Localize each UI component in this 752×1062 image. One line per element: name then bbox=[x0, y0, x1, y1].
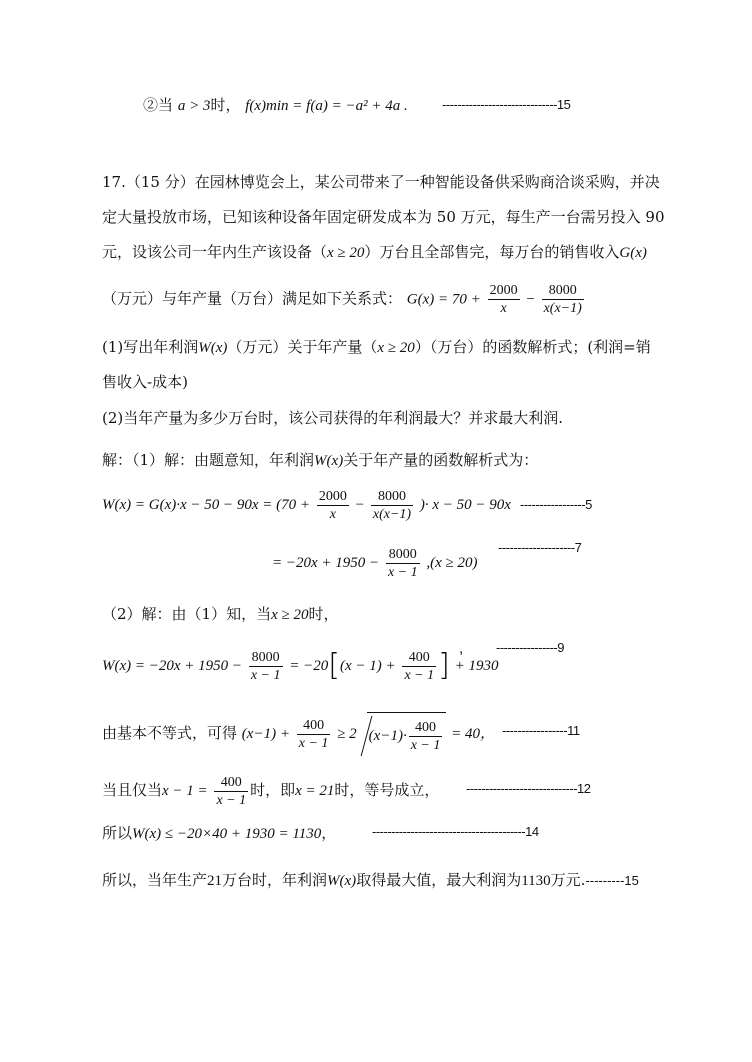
left-bracket: [ bbox=[328, 648, 340, 683]
final-answer-line: 所以，当年生产21万台时，年利润W(x)取得最大值，最大利润为1130万元.---------15 bbox=[102, 871, 639, 889]
fraction: $\frac{400}{x - 1}$ bbox=[404, 649, 435, 683]
fraction: $\frac{8000}{x(x-1)}$ bbox=[543, 283, 582, 316]
score-marker-14: ----------------------------------------14 bbox=[372, 824, 539, 839]
fraction: $\frac{8000}{x - 1}$ bbox=[387, 546, 418, 580]
solution-1-equation-2: = −20x + 1950 − $\frac{8000}{x - 1}$ ,(x ≥ 20) bbox=[272, 546, 478, 580]
solution-2-equation: W(x) = −20x + 1950 − $\frac{8000}{x - 1}$ = −20[(x − 1) + $\frac{400}{x - 1}$ ] + 1930 bbox=[102, 648, 499, 683]
problem-line-2: 定大量投放市场，已知该种设备年固定研发成本为 50 万元，每生产一台需另投入 90 bbox=[102, 208, 665, 226]
solution-1-intro: 解：（1）解：由题意知，年利润W(x)关于年产量的函数解析式为： bbox=[102, 451, 539, 469]
question-1-line-1: (1)写出年利润W(x)（万元）关于年产量（x ≥ 20）（万台）的函数解析式；(利润=销 bbox=[102, 338, 651, 356]
so-line: 所以W(x) ≤ −20×40 + 1930 = 1130， bbox=[102, 824, 337, 842]
fraction: $\frac{2000}{x}$ bbox=[318, 488, 347, 522]
question-1-line-2: 售收入-成本) bbox=[102, 373, 188, 391]
inequality-line: 由基本不等式，可得 (x−1) + $\frac{400}{x - 1}$ ≥ 2 (x−1)· $\frac{400}{x - 1}$ = 40， bbox=[102, 712, 672, 756]
fraction: $\frac{2000}{x}$ bbox=[489, 283, 518, 316]
score-marker-7: --------------------7 bbox=[498, 540, 582, 555]
score-marker-11: -----------------11 bbox=[502, 723, 580, 738]
score-marker-5: -----------------5 bbox=[520, 497, 592, 512]
solution-2-intro: （2）解：由（1）知，当x ≥ 20时， bbox=[102, 605, 339, 623]
equality-condition-line: 当且仅当x − 1 = $\frac{400}{x - 1}$ 时，即x = 21时，等号成立， bbox=[102, 774, 440, 808]
score-marker-9: ----------------9 bbox=[496, 640, 564, 655]
square-root: (x−1)· $\frac{400}{x - 1}$ bbox=[357, 712, 447, 756]
score-marker-15a: ------------------------------15 bbox=[442, 97, 571, 112]
fraction: $\frac{8000}{x - 1}$ bbox=[250, 649, 281, 683]
right-bracket: ] bbox=[438, 648, 450, 683]
comma-mark: , bbox=[459, 640, 463, 657]
fraction: $\frac{400}{x - 1}$ bbox=[298, 717, 329, 751]
fraction: $\frac{400}{x - 1}$ bbox=[410, 719, 441, 753]
problem-line-1: 17.（15 分）在园林博览会上，某公司带来了一种智能设备供采购商洽谈采购，并决 bbox=[102, 173, 660, 191]
score-marker-12: -----------------------------12 bbox=[466, 781, 591, 796]
fraction: $\frac{400}{x - 1}$ bbox=[216, 774, 247, 808]
score-marker-15b: ---------15 bbox=[585, 873, 639, 888]
problem-line-3: 元，设该公司一年内生产该设备（x ≥ 20）万台且全部售完，每万台的销售收入G(x) bbox=[102, 243, 647, 261]
solution-1-equation: W(x) = G(x)·x − 50 − 90x = (70 + $\frac{2000}{x}$ − $\frac{8000}{x(x-1)}$ )· x − 50 − 90x bbox=[102, 488, 511, 522]
fraction: $\frac{8000}{x(x-1)}$ bbox=[372, 488, 412, 522]
case-line: ②当 a > 3时， f(x)min = f(a) = −a² + 4a . bbox=[143, 96, 408, 114]
question-2: (2)当年产量为多少万台时，该公司获得的年利润最大？并求最大利润. bbox=[102, 409, 564, 427]
problem-line-4: （万元）与年产量（万台）满足如下关系式： G(x) = 70 + $\frac{2000}{x}$ − $\frac{8000}{x(x-1)}$ bbox=[102, 283, 582, 316]
